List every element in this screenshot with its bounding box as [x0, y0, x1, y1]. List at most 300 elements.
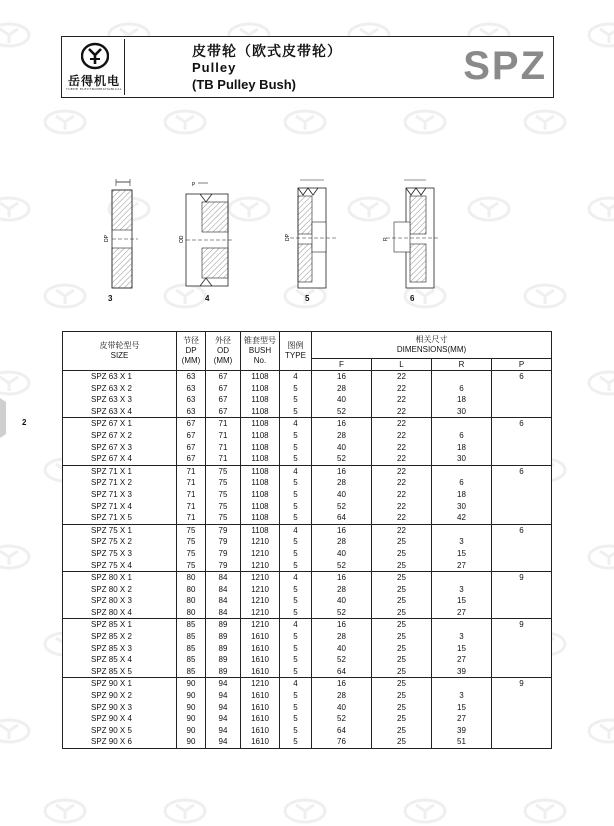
company-logo — [64, 39, 125, 95]
od-cell: 84 — [206, 607, 241, 619]
l-cell: 25 — [372, 536, 432, 548]
bush-cell: 1210 — [241, 619, 280, 631]
od-cell: 67 — [206, 394, 241, 406]
dp-cell: 71 — [177, 489, 206, 501]
od-cell: 94 — [206, 736, 241, 748]
r-cell: 18 — [432, 394, 492, 406]
dp-cell: 71 — [177, 465, 206, 477]
type-cell: 5 — [280, 643, 312, 655]
table-row — [63, 572, 552, 584]
size-cell: SPZ 90 X 6 — [63, 736, 177, 748]
type-cell: 4 — [280, 678, 312, 690]
header-f: F — [312, 359, 372, 371]
od-cell: 79 — [206, 548, 241, 560]
dp-cell: 63 — [177, 394, 206, 406]
bush-cell: 1108 — [241, 512, 280, 524]
od-cell: 89 — [206, 631, 241, 643]
dp-cell: 71 — [177, 477, 206, 489]
r-cell: 6 — [432, 383, 492, 395]
watermark-logo-icon — [522, 283, 568, 309]
page-edge-tab — [0, 398, 10, 438]
bush-cell: 1610 — [241, 631, 280, 643]
f-cell: 52 — [312, 607, 372, 619]
type-cell: 4 — [280, 371, 312, 383]
size-cell: SPZ 71 X 2 — [63, 477, 177, 489]
od-cell: 75 — [206, 489, 241, 501]
type-cell: 5 — [280, 713, 312, 725]
dp-cell: 80 — [177, 595, 206, 607]
table-row — [63, 453, 552, 465]
f-cell: 76 — [312, 736, 372, 748]
r-cell — [432, 572, 492, 584]
header-bush: 锥套型号 BUSH No. — [241, 332, 280, 371]
l-cell: 22 — [372, 442, 432, 454]
r-cell: 15 — [432, 595, 492, 607]
p-cell: 6 — [492, 418, 552, 465]
l-cell: 22 — [372, 524, 432, 536]
r-cell: 15 — [432, 643, 492, 655]
od-cell: 71 — [206, 442, 241, 454]
dp-cell: 63 — [177, 406, 206, 418]
size-cell: SPZ 71 X 1 — [63, 465, 177, 477]
od-cell: 71 — [206, 453, 241, 465]
table-row — [63, 477, 552, 489]
dp-cell: 80 — [177, 572, 206, 584]
bush-cell: 1610 — [241, 666, 280, 678]
logo-emblem-icon — [81, 42, 109, 70]
bush-cell: 1108 — [241, 465, 280, 477]
size-cell: SPZ 80 X 4 — [63, 607, 177, 619]
type-cell: 5 — [280, 477, 312, 489]
dp-cell: 85 — [177, 619, 206, 631]
l-cell: 25 — [372, 666, 432, 678]
table-row — [63, 536, 552, 548]
dp-cell: 85 — [177, 666, 206, 678]
size-cell: SPZ 90 X 5 — [63, 725, 177, 737]
od-cell: 75 — [206, 501, 241, 513]
svg-text:P: P — [192, 182, 196, 188]
diagram-number: 5 — [305, 294, 310, 303]
r-cell: 3 — [432, 631, 492, 643]
od-cell: 75 — [206, 477, 241, 489]
r-cell: 30 — [432, 501, 492, 513]
bush-cell: 1108 — [241, 430, 280, 442]
l-cell: 22 — [372, 418, 432, 430]
r-cell: 39 — [432, 666, 492, 678]
r-cell: 39 — [432, 725, 492, 737]
l-cell: 25 — [372, 595, 432, 607]
spec-table — [62, 331, 552, 749]
dp-cell: 75 — [177, 548, 206, 560]
header-l: L — [372, 359, 432, 371]
r-cell: 18 — [432, 442, 492, 454]
dp-cell: 63 — [177, 371, 206, 383]
f-cell: 16 — [312, 524, 372, 536]
f-cell: 40 — [312, 702, 372, 714]
f-cell: 40 — [312, 489, 372, 501]
bush-cell: 1108 — [241, 383, 280, 395]
table-row — [63, 512, 552, 524]
type-cell: 5 — [280, 394, 312, 406]
bush-cell: 1610 — [241, 654, 280, 666]
bush-cell: 1108 — [241, 406, 280, 418]
l-cell: 22 — [372, 383, 432, 395]
dp-cell: 85 — [177, 654, 206, 666]
table-row — [63, 501, 552, 513]
size-cell: SPZ 85 X 4 — [63, 654, 177, 666]
type-cell: 4 — [280, 619, 312, 631]
dp-cell: 75 — [177, 524, 206, 536]
type-cell: 5 — [280, 536, 312, 548]
f-cell: 52 — [312, 501, 372, 513]
dp-cell: 80 — [177, 607, 206, 619]
type-cell: 5 — [280, 654, 312, 666]
type-cell: 5 — [280, 560, 312, 572]
bush-cell: 1108 — [241, 442, 280, 454]
dp-cell: 90 — [177, 725, 206, 737]
size-cell: SPZ 75 X 3 — [63, 548, 177, 560]
size-cell: SPZ 63 X 1 — [63, 371, 177, 383]
r-cell: 42 — [432, 512, 492, 524]
watermark-logo-icon — [586, 370, 614, 396]
table-row — [63, 702, 552, 714]
bush-cell: 1610 — [241, 702, 280, 714]
bush-cell: 1108 — [241, 477, 280, 489]
r-cell: 18 — [432, 489, 492, 501]
r-cell: 30 — [432, 406, 492, 418]
size-cell: SPZ 90 X 1 — [63, 678, 177, 690]
bush-cell: 1210 — [241, 607, 280, 619]
type-cell: 5 — [280, 406, 312, 418]
f-cell: 64 — [312, 666, 372, 678]
bush-cell: 1610 — [241, 713, 280, 725]
type-cell: 5 — [280, 453, 312, 465]
table-row — [63, 524, 552, 536]
svg-text:OD: OD — [179, 235, 185, 243]
bush-cell: 1210 — [241, 536, 280, 548]
od-cell: 89 — [206, 666, 241, 678]
f-cell: 52 — [312, 453, 372, 465]
od-cell: 94 — [206, 690, 241, 702]
f-cell: 28 — [312, 536, 372, 548]
watermark-logo-icon — [0, 370, 32, 396]
series-code: SPZ — [463, 44, 547, 88]
size-cell: SPZ 63 X 4 — [63, 406, 177, 418]
bush-cell: 1210 — [241, 548, 280, 560]
size-cell: SPZ 71 X 5 — [63, 512, 177, 524]
l-cell: 22 — [372, 430, 432, 442]
size-cell: SPZ 71 X 4 — [63, 501, 177, 513]
svg-text:R: R — [383, 237, 389, 241]
type-cell: 5 — [280, 501, 312, 513]
header-size: 皮带轮型号 SIZE — [63, 332, 177, 371]
watermark-logo-icon — [586, 196, 614, 222]
size-cell: SPZ 75 X 2 — [63, 536, 177, 548]
f-cell: 64 — [312, 725, 372, 737]
r-cell: 30 — [432, 453, 492, 465]
od-cell: 67 — [206, 406, 241, 418]
type-cell: 4 — [280, 465, 312, 477]
table-row — [63, 442, 552, 454]
dp-cell: 67 — [177, 418, 206, 430]
r-cell: 27 — [432, 607, 492, 619]
od-cell: 75 — [206, 512, 241, 524]
table-row — [63, 666, 552, 678]
size-cell: SPZ 90 X 4 — [63, 713, 177, 725]
l-cell: 25 — [372, 702, 432, 714]
r-cell — [432, 371, 492, 383]
od-cell: 94 — [206, 713, 241, 725]
bush-cell: 1108 — [241, 394, 280, 406]
bush-cell: 1108 — [241, 371, 280, 383]
type-cell: 5 — [280, 666, 312, 678]
table-header — [63, 332, 552, 371]
l-cell: 22 — [372, 501, 432, 513]
diagram-type-5 — [280, 176, 342, 294]
l-cell: 22 — [372, 394, 432, 406]
dp-cell: 90 — [177, 713, 206, 725]
l-cell: 25 — [372, 678, 432, 690]
l-cell: 25 — [372, 572, 432, 584]
f-cell: 16 — [312, 418, 372, 430]
table-body — [63, 371, 552, 749]
l-cell: 25 — [372, 725, 432, 737]
watermark-logo-icon — [162, 109, 208, 135]
bush-cell: 1210 — [241, 572, 280, 584]
od-cell: 71 — [206, 430, 241, 442]
dp-cell: 75 — [177, 536, 206, 548]
r-cell — [432, 418, 492, 430]
watermark-logo-icon — [282, 798, 328, 824]
f-cell: 16 — [312, 465, 372, 477]
l-cell: 25 — [372, 607, 432, 619]
type-cell: 5 — [280, 548, 312, 560]
type-cell: 4 — [280, 524, 312, 536]
r-cell — [432, 465, 492, 477]
type-cell: 5 — [280, 584, 312, 596]
table-row — [63, 643, 552, 655]
table-row — [63, 560, 552, 572]
dp-cell: 90 — [177, 702, 206, 714]
header-dimensions: 相关尺寸 DIMENSIONS(MM) — [312, 332, 552, 359]
l-cell: 25 — [372, 654, 432, 666]
watermark-logo-icon — [402, 109, 448, 135]
l-cell: 25 — [372, 690, 432, 702]
dp-cell: 71 — [177, 501, 206, 513]
diagram-number: 3 — [108, 294, 113, 303]
dp-cell: 67 — [177, 453, 206, 465]
diagram-number: 6 — [410, 294, 415, 303]
type-cell: 5 — [280, 442, 312, 454]
bush-cell: 1108 — [241, 418, 280, 430]
bush-cell: 1108 — [241, 524, 280, 536]
watermark-logo-icon — [586, 22, 614, 48]
f-cell: 16 — [312, 572, 372, 584]
f-cell: 16 — [312, 619, 372, 631]
logo-subtitle: YUEDE ELECTROMECHANICAL — [65, 87, 123, 91]
r-cell: 3 — [432, 536, 492, 548]
type-cell: 5 — [280, 736, 312, 748]
f-cell: 40 — [312, 442, 372, 454]
f-cell: 16 — [312, 678, 372, 690]
od-cell: 89 — [206, 643, 241, 655]
f-cell: 40 — [312, 643, 372, 655]
l-cell: 25 — [372, 560, 432, 572]
dp-cell: 67 — [177, 430, 206, 442]
r-cell: 27 — [432, 713, 492, 725]
size-cell: SPZ 63 X 2 — [63, 383, 177, 395]
od-cell: 84 — [206, 595, 241, 607]
size-cell: SPZ 67 X 2 — [63, 430, 177, 442]
r-cell: 15 — [432, 702, 492, 714]
size-cell: SPZ 80 X 1 — [63, 572, 177, 584]
od-cell: 79 — [206, 560, 241, 572]
od-cell: 84 — [206, 572, 241, 584]
size-cell: SPZ 85 X 2 — [63, 631, 177, 643]
size-cell: SPZ 80 X 2 — [63, 584, 177, 596]
l-cell: 22 — [372, 406, 432, 418]
r-cell: 15 — [432, 548, 492, 560]
f-cell: 52 — [312, 654, 372, 666]
l-cell: 25 — [372, 584, 432, 596]
f-cell: 28 — [312, 584, 372, 596]
l-cell: 25 — [372, 548, 432, 560]
type-cell: 5 — [280, 607, 312, 619]
r-cell — [432, 524, 492, 536]
table-row — [63, 725, 552, 737]
table-row — [63, 631, 552, 643]
table-row — [63, 371, 552, 383]
dp-cell: 80 — [177, 584, 206, 596]
table-row — [63, 406, 552, 418]
size-cell: SPZ 63 X 3 — [63, 394, 177, 406]
watermark-logo-icon — [42, 283, 88, 309]
od-cell: 89 — [206, 619, 241, 631]
table-row — [63, 619, 552, 631]
diagram-type-6 — [380, 176, 444, 294]
table-row — [63, 418, 552, 430]
bush-cell: 1210 — [241, 584, 280, 596]
od-cell: 71 — [206, 418, 241, 430]
watermark-logo-icon — [522, 109, 568, 135]
r-cell: 6 — [432, 430, 492, 442]
header-type: 图例 TYPE — [280, 332, 312, 371]
bush-cell: 1108 — [241, 501, 280, 513]
od-cell: 84 — [206, 584, 241, 596]
size-cell: SPZ 75 X 1 — [63, 524, 177, 536]
l-cell: 22 — [372, 489, 432, 501]
header-dp: 节径 DP (MM) — [177, 332, 206, 371]
watermark-logo-icon — [586, 544, 614, 570]
f-cell: 40 — [312, 595, 372, 607]
f-cell: 28 — [312, 383, 372, 395]
dp-cell: 75 — [177, 560, 206, 572]
header-od: 外径 OD (MM) — [206, 332, 241, 371]
l-cell: 25 — [372, 619, 432, 631]
bush-cell: 1610 — [241, 690, 280, 702]
watermark-logo-icon — [282, 109, 328, 135]
size-cell: SPZ 75 X 4 — [63, 560, 177, 572]
l-cell: 22 — [372, 477, 432, 489]
l-cell: 22 — [372, 512, 432, 524]
l-cell: 22 — [372, 371, 432, 383]
watermark-logo-icon — [162, 798, 208, 824]
l-cell: 25 — [372, 631, 432, 643]
dp-cell: 85 — [177, 631, 206, 643]
svg-text:DP: DP — [104, 235, 110, 242]
watermark-logo-icon — [0, 22, 32, 48]
watermark-logo-icon — [522, 798, 568, 824]
table-row — [63, 548, 552, 560]
size-cell: SPZ 90 X 2 — [63, 690, 177, 702]
page-number: 2 — [22, 418, 27, 427]
dp-cell: 71 — [177, 512, 206, 524]
header-r: R — [432, 359, 492, 371]
dp-cell: 85 — [177, 643, 206, 655]
table-row — [63, 430, 552, 442]
bush-cell: 1610 — [241, 725, 280, 737]
f-cell: 40 — [312, 394, 372, 406]
table-row — [63, 584, 552, 596]
table-row — [63, 607, 552, 619]
type-cell: 4 — [280, 572, 312, 584]
r-cell: 27 — [432, 560, 492, 572]
type-cell: 5 — [280, 702, 312, 714]
type-cell: 5 — [280, 631, 312, 643]
watermark-logo-icon — [42, 798, 88, 824]
table-row — [63, 595, 552, 607]
f-cell: 28 — [312, 477, 372, 489]
diagram-type-4 — [176, 178, 236, 293]
l-cell: 25 — [372, 736, 432, 748]
size-cell: SPZ 80 X 3 — [63, 595, 177, 607]
f-cell: 28 — [312, 430, 372, 442]
size-cell: SPZ 71 X 3 — [63, 489, 177, 501]
logo-name: 岳得机电 — [67, 74, 120, 88]
size-cell: SPZ 67 X 4 — [63, 453, 177, 465]
table-row — [63, 465, 552, 477]
header-p: P — [492, 359, 552, 371]
r-cell: 3 — [432, 584, 492, 596]
od-cell: 67 — [206, 371, 241, 383]
f-cell: 52 — [312, 713, 372, 725]
title-chinese: 皮带轮（欧式皮带轮） — [192, 44, 342, 60]
size-cell: SPZ 67 X 1 — [63, 418, 177, 430]
dp-cell: 90 — [177, 736, 206, 748]
bush-cell: 1610 — [241, 643, 280, 655]
l-cell: 25 — [372, 713, 432, 725]
od-cell: 94 — [206, 702, 241, 714]
f-cell: 52 — [312, 406, 372, 418]
f-cell: 40 — [312, 548, 372, 560]
bush-cell: 1108 — [241, 489, 280, 501]
watermark-logo-icon — [42, 109, 88, 135]
table-row — [63, 678, 552, 690]
l-cell: 22 — [372, 465, 432, 477]
od-cell: 75 — [206, 465, 241, 477]
f-cell: 28 — [312, 690, 372, 702]
size-cell: SPZ 85 X 1 — [63, 619, 177, 631]
table-row — [63, 489, 552, 501]
watermark-logo-icon — [0, 544, 32, 570]
od-cell: 79 — [206, 536, 241, 548]
table-row — [63, 713, 552, 725]
bush-cell: 1210 — [241, 595, 280, 607]
size-cell: SPZ 90 X 3 — [63, 702, 177, 714]
title-english: Pulley — [192, 60, 237, 75]
l-cell: 25 — [372, 643, 432, 655]
watermark-logo-icon — [402, 798, 448, 824]
